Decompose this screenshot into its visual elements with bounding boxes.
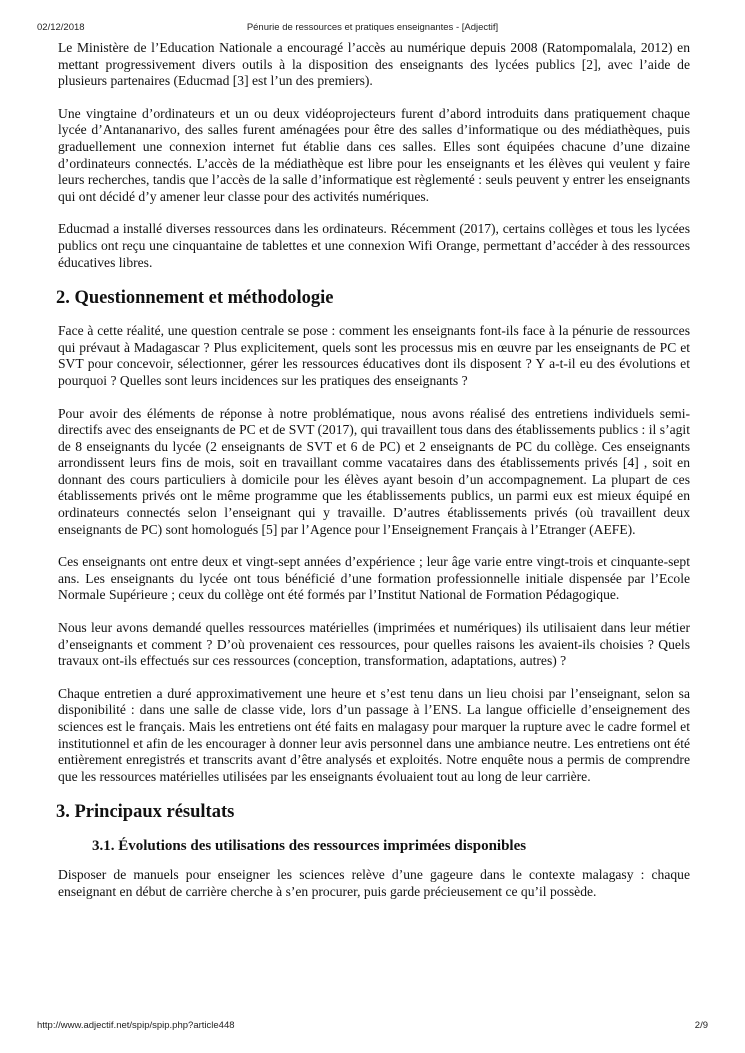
paragraph: Face à cette réalité, une question centrale se pose : comment les enseignants font-ils face à la pénurie de ressources qui prévaut à Madagascar ? Plus explicitement, quels sont les processus mis en œuvre par les enseignants de PC et SVT pour concevoir, sélectionner, gérer les ressources éducatives dont ils disposent ? Y a-t-il eu des évolutions et pourquoi ? Quelles sont leurs incidences sur les pratiques des enseignants ? bbox=[58, 323, 690, 388]
paragraph: Educmad a installé diverses ressources dans les ordinateurs. Récemment (2017), certains collèges et tous les lycées publics ont reçu une cinquantaine de tablettes et une connexion Wifi Orange, permettant d’accéder à des ressources éducatives libres. bbox=[58, 221, 690, 270]
paragraph: Une vingtaine d’ordinateurs et un ou deux vidéoprojecteurs furent d’abord introduits dans pratiquement chaque lycée d’Antananarivo, des salles furent aménagées pour être des salles d’informatique ou des médiathèques, puis graduellement une connexion internet fut établie dans ces salles. Elles sont équipées chacune d’une dizaine d’ordinateurs connectés. L’accès de la médiathèque est libre pour les enseignants et les élèves qui veulent y faire leurs recherches, tandis que l’accès de la salle d’informatique est règlementé : seuls peuvent y entrer les enseignants qui ont décidé d’y amener leur classe pour des activités numériques. bbox=[58, 105, 690, 204]
section-heading: 3. Principaux résultats bbox=[56, 802, 235, 823]
print-footer bbox=[0, 1020, 745, 1034]
paragraph: Ces enseignants ont entre deux et vingt-sept années d’expérience ; leur âge varie entre vingt-trois et cinquante-sept ans. Les enseignants du lycée ont tous bénéficié d’une formation professionnelle initiale dispensée par l’Ecole Normale Supérieure ; ceux du collège ont été formés par l’Institut National de Formation Pédagogique. bbox=[58, 554, 690, 603]
header-date: 02/12/2018 bbox=[37, 22, 85, 33]
header-title: Pénurie de ressources et pratiques enseignantes - [Adjectif] bbox=[246, 22, 499, 33]
print-header bbox=[0, 22, 745, 36]
subsection-heading: 3.1. Évolutions des utilisations des ressources imprimées disponibles bbox=[92, 838, 527, 855]
footer-url: http://www.adjectif.net/spip/spip.php?article448 bbox=[37, 1020, 235, 1031]
paragraph: Nous leur avons demandé quelles ressources matérielles (imprimées et numériques) ils utilisaient dans leur métier d’enseignants et comment ? D’où provenaient ces ressources, pour quelles raisons les avaient-ils choisies ? Quels travaux ont-ils effectués sur ces ressources (conception, transformation, adaptations, autres) ? bbox=[58, 620, 690, 669]
page-number: 2/9 bbox=[694, 1020, 708, 1031]
article-body bbox=[58, 40, 690, 917]
paragraph: Disposer de manuels pour enseigner les sciences relève d’une gageure dans le contexte malagasy : chaque enseignant en début de carrière cherche à s’en procurer, puis garde précieusement ce qu’il possède. bbox=[58, 867, 690, 899]
paragraph: Pour avoir des éléments de réponse à notre problématique, nous avons réalisé des entretiens individuels semi-directifs avec des enseignants de PC et de SVT (2017), qui travaillent tous dans des établissements publics : il s’agit de 8 enseignants du lycée (2 enseignants de SVT et 6 de PC) et 2 enseignants de PC du collège. Ces enseignants arrondissent leurs fins de mois, soit en travaillant comme vacataires dans des établissements privés [4] , soit en donnant des cours particuliers à domicile pour les élèves ayant besoin d’un accompagnement. La plupart de ces établissements privés ont le même programme que les établissements publics, un parmi eux est mieux équipé en ordinateurs connectés selon l’enseignant qui y travaille. D’autres établissements privés (où travaillent deux enseignants de PC) sont homologués [5] par l’Agence pour l’Enseignement Français à l’Etranger (AEFE). bbox=[58, 405, 690, 537]
section-heading: 2. Questionnement et méthodologie bbox=[56, 288, 334, 309]
paragraph: Le Ministère de l’Education Nationale a encouragé l’accès au numérique depuis 2008 (Ratompomalala, 2012) en mettant progressivement divers outils à la disposition des enseignants des lycées publics [2], avec l’aide de plusieurs partenaires (Educmad [3] est l’un des premiers). bbox=[58, 40, 690, 89]
paragraph: Chaque entretien a duré approximativement une heure et s’est tenu dans un lieu choisi par l’enseignant, selon sa disponibilité : dans une salle de classe vide, lors d’un passage à l’ENS. La langue officielle d’enseignement des sciences est le français. Mais les entretiens ont été faits en malagasy pour marquer la rupture avec le cadre formel et institutionnel et afin de les encourager à donner leur avis personnel dans une ambiance neutre. Les entretiens ont été entièrement enregistrés et transcrits avant d’être analysés et exploités. Notre enquête nous a permis de comprendre que les ressources matérielles utilisées par les enseignants évoluaient tout au long de leur carrière. bbox=[58, 685, 690, 784]
